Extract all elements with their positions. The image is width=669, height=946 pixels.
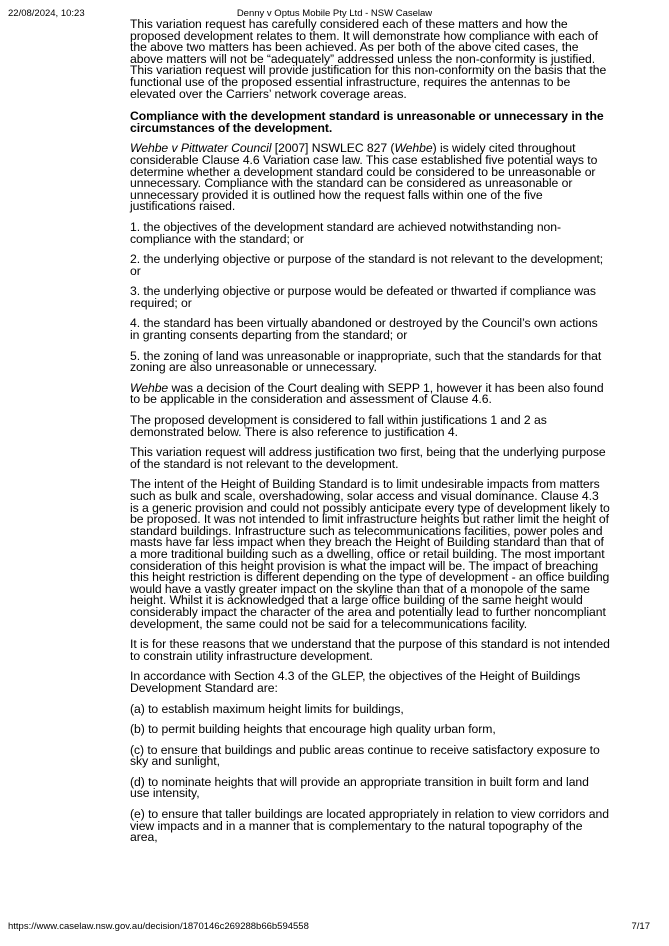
paragraph-wehbe-sepp [130, 380, 610, 407]
paragraph-address-justification: This variation request will address justification two first, being that the underlying purpose of the standard is not relevant to the development. [130, 445, 606, 471]
objective-c: (c) to ensure that buildings and public areas continue to receive satisfactory exposure to sky and sunlight, [130, 742, 600, 769]
case-short-name: Wehbe [394, 141, 433, 156]
justification-5: 5. the zoning of land was unreasonable or inappropriate, such that the standards for that zoning are also unreasonable or unnecessary. [130, 348, 602, 375]
justification-4: 4. the standard has been virtually abandoned or destroyed by the Council’s own actions in granting consents departing from the standard; or [130, 316, 598, 343]
paragraph-justifications: The proposed development is considered to fall within justifications 1 and 2 as demonstrated below. There is also reference to justification 4. [130, 413, 547, 439]
paragraph-text: ) is widely cited throughout considerable Clause 4.6 Variation case law. This case established five potential ways to determine whether a development standard could be considered to be unreasonable or unnecessary. Compliance with the standard can be considered as unreasonable or unnecessary provided it is outlined how the request falls within one of the five justifications raised. [130, 141, 598, 214]
objective-b: (b) to permit building heights that encourage high quality urban form, [130, 722, 496, 737]
print-date: 22/08/2024, 10:23 [8, 8, 85, 19]
paragraph-text: was a decision of the Court dealing with SEPP 1, however it has been also found to be applicable in the consideration and assessment of Clause 4.6. [130, 380, 604, 407]
justification-2: 2. the underlying objective or purpose of the standard is not relevant to the development; or [130, 252, 604, 278]
paragraph-variation-request: This variation request has carefully considered each of these matters and how the proposed development relates to them. It will demonstrate how compliance with each of the above two matters has been achieved. As per both of the above cited cases, the above matters will not be “adequately” addressed unless the non-conformity is justified. This variation request will provide justification for this non-conformity on the basis that the functional use of the proposed essential infrastructure, requires the antennas to be elevated over the Carriers’ network coverage areas. [130, 17, 607, 101]
case-name: Wehbe v Pittwater Council [130, 141, 272, 156]
objective-d: (d) to nominate heights that will provide an appropriate transition in built form and land use intensity, [130, 774, 589, 801]
page-url: https://www.caselaw.nsw.gov.au/decision/1870146c269288b66b594558 [8, 921, 309, 932]
objective-a: (a) to establish maximum height limits for buildings, [130, 701, 404, 716]
page-title: Denny v Optus Mobile Pty Ltd - NSW Caselaw [236, 8, 433, 19]
section-heading: Compliance with the development standard is unreasonable or unnecessary in the circumstances of the development. [130, 109, 604, 135]
paragraph-objectives-intro: In accordance with Section 4.3 of the GLEP, the objectives of the Height of Buildings Development Standard are: [130, 669, 581, 695]
paragraph-purpose-conclusion: It is for these reasons that we understand that the purpose of this standard is not intended to constrain utility infrastructure development. [130, 637, 610, 663]
paragraph-height-intent: The intent of the Height of Building Standard is to limit undesirable impacts from matters such as bulk and scale, overshadowing, solar access and visual dominance. Clause 4.3 is a generic provision and could not possibly anticipate every type of development likely to be proposed. It was not intended to limit infrastructure heights but rather limit the height of standard buildings. Infrastructure such as telecommunications facilities, power poles and masts have far less impact when they breach the Height of Building standard than that of a more traditional building such as a dwelling, office or retail building. The most important consideration of this height provision is what the impact will be. The impact of breaching this height restriction is different depending on the type of development - an office building would have a vastly greater impact on the skyline than that of a monopole of the same height. Whilst it is acknowledged that a large office building of the same height would considerably impact the character of the area and potentially lead to further noncompliant development, the same could not be said for a telecommunications facility. [130, 477, 610, 631]
page-number: 7/17 [631, 921, 650, 932]
objective-e: (e) to ensure that taller buildings are located appropriately in relation to view corridors and view impacts and in a manner that is complementary to the natural topography of the area, [130, 807, 609, 845]
paragraph-wehbe-intro [130, 143, 610, 213]
document-body [130, 19, 610, 853]
justification-3: 3. the underlying objective or purpose would be defeated or thwarted if compliance was required; or [130, 284, 596, 310]
case-short-name: Wehbe [130, 380, 169, 395]
citation-text: [2007] NSWLEC 827 ( [271, 141, 395, 156]
justification-1: 1. the objectives of the development standard are achieved notwithstanding non-compliance with the standard; or [130, 219, 562, 246]
